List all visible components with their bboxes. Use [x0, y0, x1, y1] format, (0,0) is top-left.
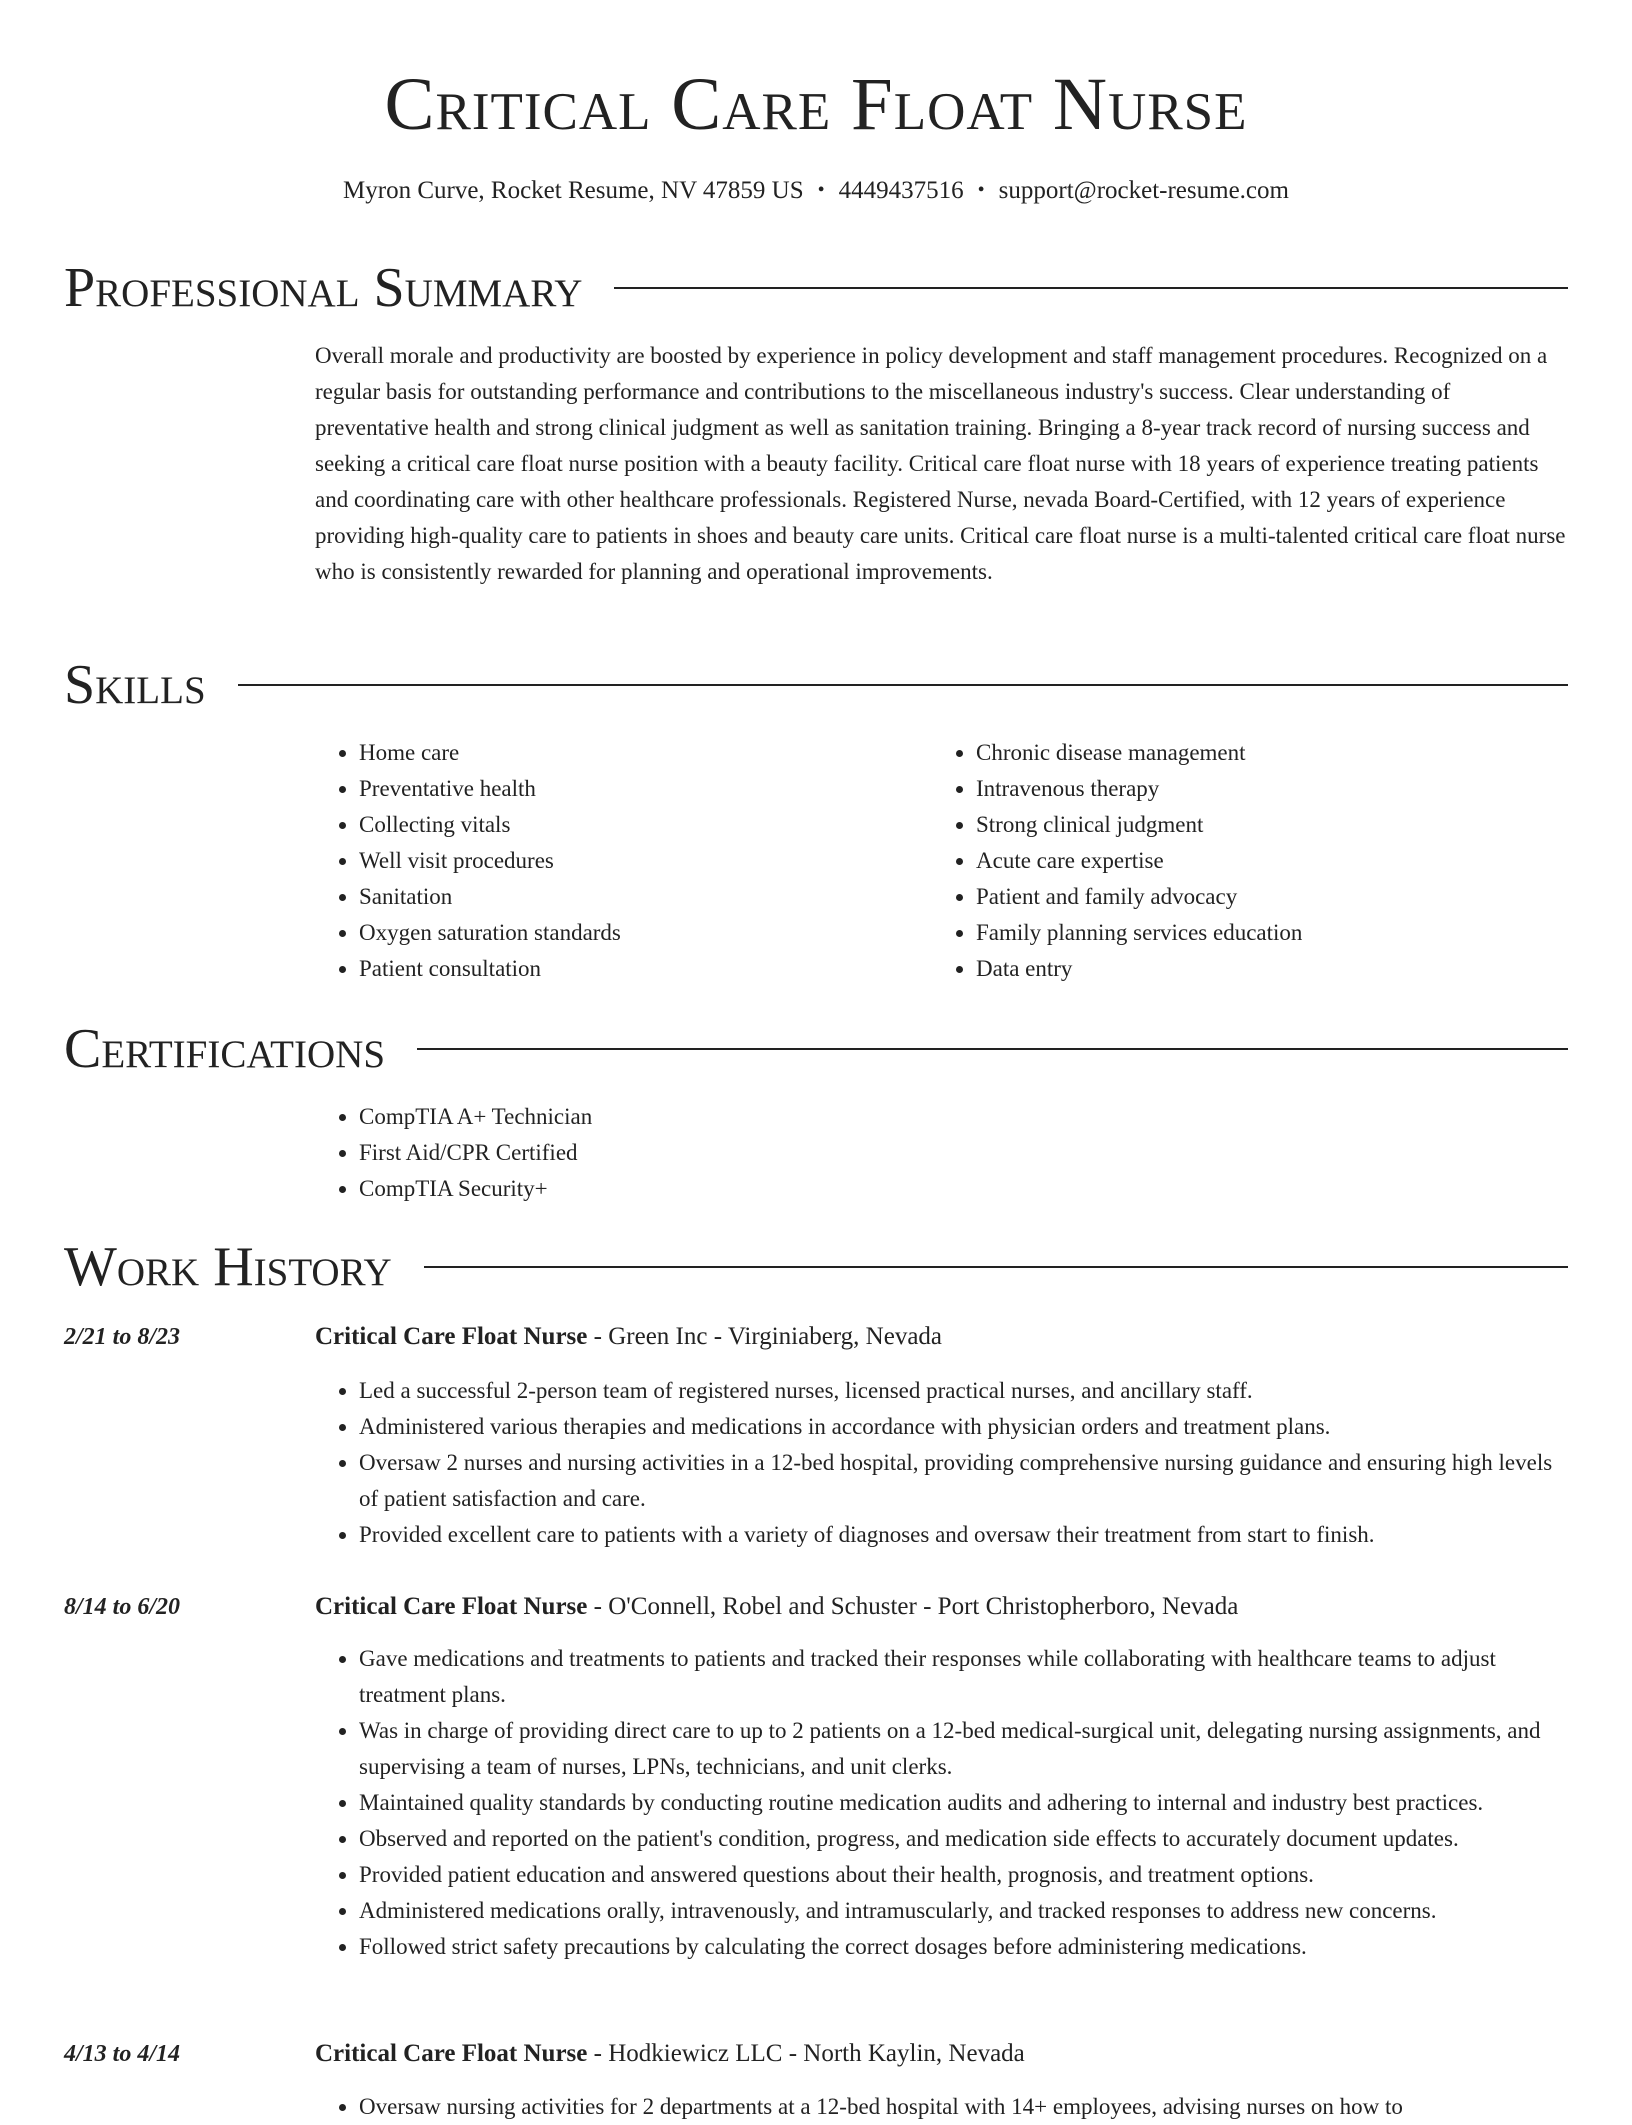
skills-list-right — [932, 735, 1532, 987]
work-history-section-header — [64, 1235, 1568, 1299]
duty-item: • Was in charge of providing direct care to up to 2 patients on a 12-bed medical-surgical unit, delegating nursing assignments, and supervising a team of nurses, LPNs, technicians, and unit clerks. — [359, 1713, 1568, 1785]
section-divider — [614, 287, 1568, 289]
certifications-heading: Certifications — [64, 1018, 386, 1080]
job-employer-location: - Green Inc - Virginiaberg, Nevada — [587, 1323, 943, 1350]
duties-list — [315, 2089, 1568, 2125]
certification-item: • CompTIA A+ Technician — [359, 1099, 592, 1135]
certification-item: • First Aid/CPR Certified — [359, 1135, 592, 1171]
contact-line — [0, 174, 1632, 209]
duty-item: • Led a successful 2-person team of registered nurses, licensed practical nurses, and ancillary staff. — [359, 1373, 1568, 1409]
duty-item: • Provided patient education and answered questions about their health, prognosis, and treatment options. — [359, 1857, 1568, 1893]
skill-item: • Oxygen saturation standards — [359, 915, 915, 951]
job-employer-location: - O'Connell, Robel and Schuster - Port Christopherboro, Nevada — [587, 1593, 1239, 1620]
skill-item: • Preventative health — [359, 771, 915, 807]
skill-item: • Collecting vitals — [359, 807, 915, 843]
skills-heading: Skills — [64, 654, 206, 716]
contact-email[interactable]: support@rocket-resume.com — [998, 177, 1289, 204]
duty-item: • Provided excellent care to patients with a variety of diagnoses and oversaw their treatment from start to finish. — [359, 1517, 1568, 1553]
job-duties — [315, 1641, 1568, 1965]
duty-item: • Followed strict safety precautions by calculating the correct dosages before administering medications. — [359, 1929, 1568, 1965]
section-divider — [417, 1048, 1568, 1050]
job-dates: 2/21 to 8/23 — [64, 1324, 181, 1350]
certifications-block — [315, 1099, 592, 1207]
contact-phone: 4449437516 — [838, 177, 964, 204]
job-dates: 8/14 to 6/20 — [64, 1594, 181, 1620]
duty-item: • Observed and reported on the patient's condition, progress, and medication side effects to accurately document updates. — [359, 1821, 1568, 1857]
duty-item: • Oversaw 2 nurses and nursing activities in a 12-bed hospital, providing comprehensive nursing guidance and ensuring high levels of patient satisfaction and care. — [359, 1445, 1568, 1517]
job-title: Critical Care Float Nurse — [315, 2040, 588, 2067]
job-header — [315, 1319, 942, 1355]
skill-item: • Data entry — [976, 951, 1532, 987]
duty-item: • Maintained quality standards by conducting routine medication audits and adhering to internal and industry best practices. — [359, 1785, 1568, 1821]
skill-item: • Acute care expertise — [976, 843, 1532, 879]
contact-separator: • — [817, 179, 825, 201]
skills-section-header — [64, 653, 1568, 717]
skills-column-left — [315, 735, 915, 987]
skill-item: • Sanitation — [359, 879, 915, 915]
contact-separator: • — [977, 179, 985, 201]
skill-item: • Strong clinical judgment — [976, 807, 1532, 843]
job-dates: 4/13 to 4/14 — [64, 2041, 181, 2067]
job-header — [315, 2036, 1025, 2072]
skills-list-left — [315, 735, 915, 987]
certification-item: • CompTIA Security+ — [359, 1171, 592, 1207]
skill-item: • Chronic disease management — [976, 735, 1532, 771]
duty-item: • Gave medications and treatments to patients and tracked their responses while collaborating with healthcare teams to adjust treatment plans. — [359, 1641, 1568, 1713]
skill-item: • Patient consultation — [359, 951, 915, 987]
job-employer-location: - Hodkiewicz LLC - North Kaylin, Nevada — [587, 2040, 1025, 2067]
job-title: Critical Care Float Nurse — [315, 1593, 588, 1620]
skills-column-right — [932, 735, 1532, 987]
skill-item: • Well visit procedures — [359, 843, 915, 879]
contact-address: Myron Curve, Rocket Resume, NV 47859 US — [343, 177, 804, 204]
certifications-list — [315, 1099, 592, 1207]
duties-list — [315, 1373, 1568, 1553]
summary-text: Overall morale and productivity are boosted by experience in policy development and staff management procedures. Recognized on a regular basis for outstanding performance and contributions to the miscellaneous industry's success. Clear understanding of preventative health and strong clinical judgment as well as sanitation training. Bringing a 8-year track record of nursing success and seeking a critical care float nurse position with a beauty facility. Critical care float nurse with 18 years of experience treating patients and coordinating care with other healthcare professionals. Registered Nurse, nevada Board-Certified, with 12 years of experience providing high-quality care to patients in shoes and beauty care units. Critical care float nurse is a multi-talented critical care float nurse who is consistently rewarded for planning and operational improvements. — [315, 343, 1566, 584]
section-divider — [238, 684, 1568, 686]
duty-item: • Administered various therapies and medications in accordance with physician orders and treatment plans. — [359, 1409, 1568, 1445]
duty-item: • Oversaw nursing activities for 2 departments at a 12-bed hospital with 14+ employees, advising nurses on how to — [359, 2089, 1568, 2125]
skill-item: • Family planning services education — [976, 915, 1532, 951]
summary-section-header — [64, 256, 1568, 320]
duty-item: • Administered medications orally, intravenously, and intramuscularly, and tracked responses to address new concerns. — [359, 1893, 1568, 1929]
summary-heading: Professional Summary — [64, 257, 583, 319]
job-duties — [315, 1373, 1568, 1553]
skill-item: • Patient and family advocacy — [976, 879, 1532, 915]
duties-list — [315, 1641, 1568, 1965]
skill-item: • Intravenous therapy — [976, 771, 1532, 807]
resume-title: Critical Care Float Nurse — [384, 63, 1248, 146]
certifications-section-header — [64, 1017, 1568, 1081]
section-divider — [424, 1266, 1568, 1268]
skill-item: • Home care — [359, 735, 915, 771]
job-title: Critical Care Float Nurse — [315, 1323, 588, 1350]
job-header — [315, 1589, 1238, 1625]
work-history-heading: Work History — [64, 1236, 392, 1298]
job-duties — [315, 2089, 1568, 2125]
